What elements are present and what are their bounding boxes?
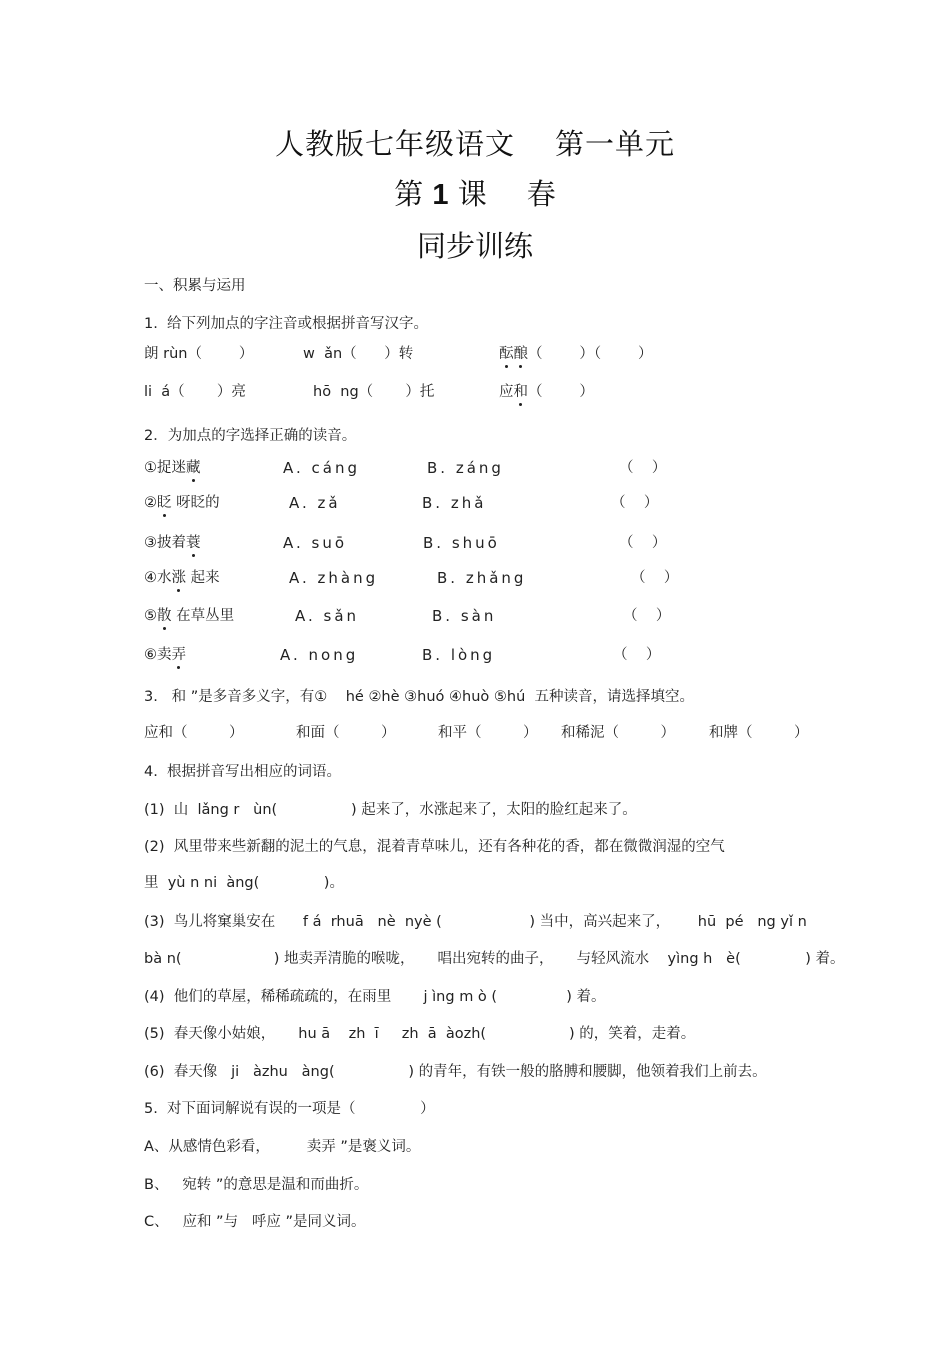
q2-option-a-1: A. cáng <box>283 459 361 477</box>
q2-word-2 <box>144 493 220 513</box>
q2-word-4-pre: ④水 <box>144 570 172 586</box>
q2-option-a-3: A. suō <box>283 534 348 552</box>
q2-word-3-pre: ③披着 <box>144 535 186 551</box>
q1-item-2: w ǎn（ ）转 <box>303 346 414 362</box>
q3-fill-3: 和平（ ） <box>438 725 538 741</box>
q2-option-a-2: A. zǎ <box>289 494 341 512</box>
q2-word-6-dot: 弄 <box>171 647 186 663</box>
q4-line-1: (1) 山 lǎng r ùn( ) 起来了，水涨起来了，太阳的脸红起来了。 <box>144 802 637 818</box>
q1-stem: 1. 给下列加点的字注音或根据拼音写汉字。 <box>144 316 429 332</box>
q2-option-b-4: B. zhǎng <box>437 569 527 587</box>
q2-word-5-dot: 散 <box>157 608 172 624</box>
q5-option-a: A、从感情色彩看， 卖弄 ”是褒义词。 <box>144 1139 421 1155</box>
q2-blank-3: （ ） <box>619 535 667 551</box>
q2-word-5-post: 在草丛里 <box>171 608 235 624</box>
q2-option-b-1: B. záng <box>427 459 504 477</box>
q1-item-4: li á（ ）亮 <box>144 384 246 400</box>
q1-item-3-char-2: 酿 <box>513 346 528 362</box>
q2-option-b-6: B. lòng <box>422 646 496 664</box>
q3-fill-4: 和稀泥（ ） <box>561 725 675 741</box>
title-left: 人教版七年级语文 <box>274 127 515 161</box>
q3-fill-1: 应和（ ） <box>144 725 244 741</box>
q2-option-b-5: B. sàn <box>432 607 497 625</box>
q2-word-4-dot: 涨 <box>171 570 186 586</box>
q2-word-1 <box>144 458 201 478</box>
q2-word-1-pre: ①捉迷 <box>144 460 186 476</box>
q4-line-8: (6) 春天像 ji àzhu àng( ) 的青年，有铁一般的胳膊和腰脚，他领着我们上前去。 <box>144 1064 767 1080</box>
q2-blank-1: （ ） <box>619 460 667 476</box>
q2-word-1-dot: 藏 <box>186 460 201 476</box>
q4-stem: 4. 根据拼音写出相应的词语。 <box>144 764 342 780</box>
q2-blank-5: （ ） <box>623 608 671 624</box>
q1-item-6-blank: （ ） <box>528 384 594 400</box>
lesson-title <box>0 172 950 213</box>
q1-item-5: hō ng（ ）托 <box>313 384 435 400</box>
q1-item-6-char-1: 应 <box>499 384 514 400</box>
q1-item-6 <box>499 382 594 402</box>
q2-word-6 <box>144 645 186 665</box>
q3-fill-2: 和面（ ） <box>296 725 396 741</box>
q2-word-4 <box>144 568 220 588</box>
q2-word-6-pre: ⑥卖 <box>144 647 172 663</box>
q2-word-2-dot: 眨 <box>157 495 172 511</box>
q4-line-5: bà n( ) 地卖弄清脆的喉咙， 唱出宛转的曲子， 与轻风流水 yìng h è( ) 着。 <box>144 951 845 967</box>
q4-line-7: (5) 春天像小姑娘， hu ā zh ī zh ā àozh( ) 的，笑着，走着。 <box>144 1026 696 1042</box>
q1-item-1: 朗 rùn（ ） <box>144 346 254 362</box>
q2-word-2-pre: ② <box>144 495 157 511</box>
subtitle: 同步训练 <box>416 229 533 263</box>
q2-option-a-5: A. sǎn <box>295 607 360 625</box>
q2-blank-6: （ ） <box>613 647 661 663</box>
lesson-prefix: 第 <box>394 177 424 211</box>
lesson-number: 1 <box>432 179 449 211</box>
q1-item-3 <box>499 344 653 364</box>
q2-word-3 <box>144 533 201 553</box>
q4-line-4: (3) 鸟儿将窠巢安在 f á rhuā nè nyè ( ) 当中，高兴起来了， hū pé ng yǐ n <box>144 914 807 930</box>
lesson-suffix: 课 <box>457 177 487 211</box>
q2-blank-2: （ ） <box>611 495 659 511</box>
q1-item-6-char-2: 和 <box>513 384 528 400</box>
q2-word-4-post: 起来 <box>186 570 220 586</box>
document-title <box>0 122 950 163</box>
q2-word-5 <box>144 606 234 626</box>
q5-option-b: B、 宛转 ”的意思是温和而曲折。 <box>144 1177 369 1193</box>
q2-word-3-dot: 蓑 <box>186 535 201 551</box>
q2-blank-4: （ ） <box>631 570 679 586</box>
q4-line-6: (4) 他们的草屋，稀稀疏疏的，在雨里 j ìng m ò ( ) 着。 <box>144 989 606 1005</box>
q2-option-a-6: A. nong <box>280 646 359 664</box>
q2-word-2-post: 呀眨的 <box>171 495 220 511</box>
q5-option-c: C、 应和 ”与 呼应 ”是同义词。 <box>144 1214 366 1230</box>
q5-stem: 5. 对下面词解说有误的一项是（ ） <box>144 1101 435 1117</box>
q2-stem: 2．为加点的字选择正确的读音。 <box>144 428 357 444</box>
q1-item-3-blanks: （ ）（ ） <box>528 346 653 362</box>
q3-fill-5: 和牌（ ） <box>709 725 809 741</box>
q1-item-3-char-1: 酝 <box>499 346 514 362</box>
q2-word-5-pre: ⑤ <box>144 608 157 624</box>
q4-line-2: (2) 风里带来些新翻的泥土的气息，混着青草味儿，还有各种花的香，都在微微润湿的空气 <box>144 839 725 855</box>
q2-option-b-3: B. shuō <box>423 534 500 552</box>
q2-option-a-4: A. zhàng <box>289 569 379 587</box>
q3-stem: 3. 和 ”是多音多义字，有① hé ②hè ③huó ④huò ⑤hú 五种读音，请选择填空。 <box>144 689 694 705</box>
section-heading: 一、积累与运用 <box>144 278 246 294</box>
lesson-name: 春 <box>526 177 556 211</box>
q2-option-b-2: B. zhǎ <box>422 494 487 512</box>
title-right: 第一单元 <box>555 127 676 161</box>
q4-line-3: 里 yù n ni àng( )。 <box>144 875 344 891</box>
